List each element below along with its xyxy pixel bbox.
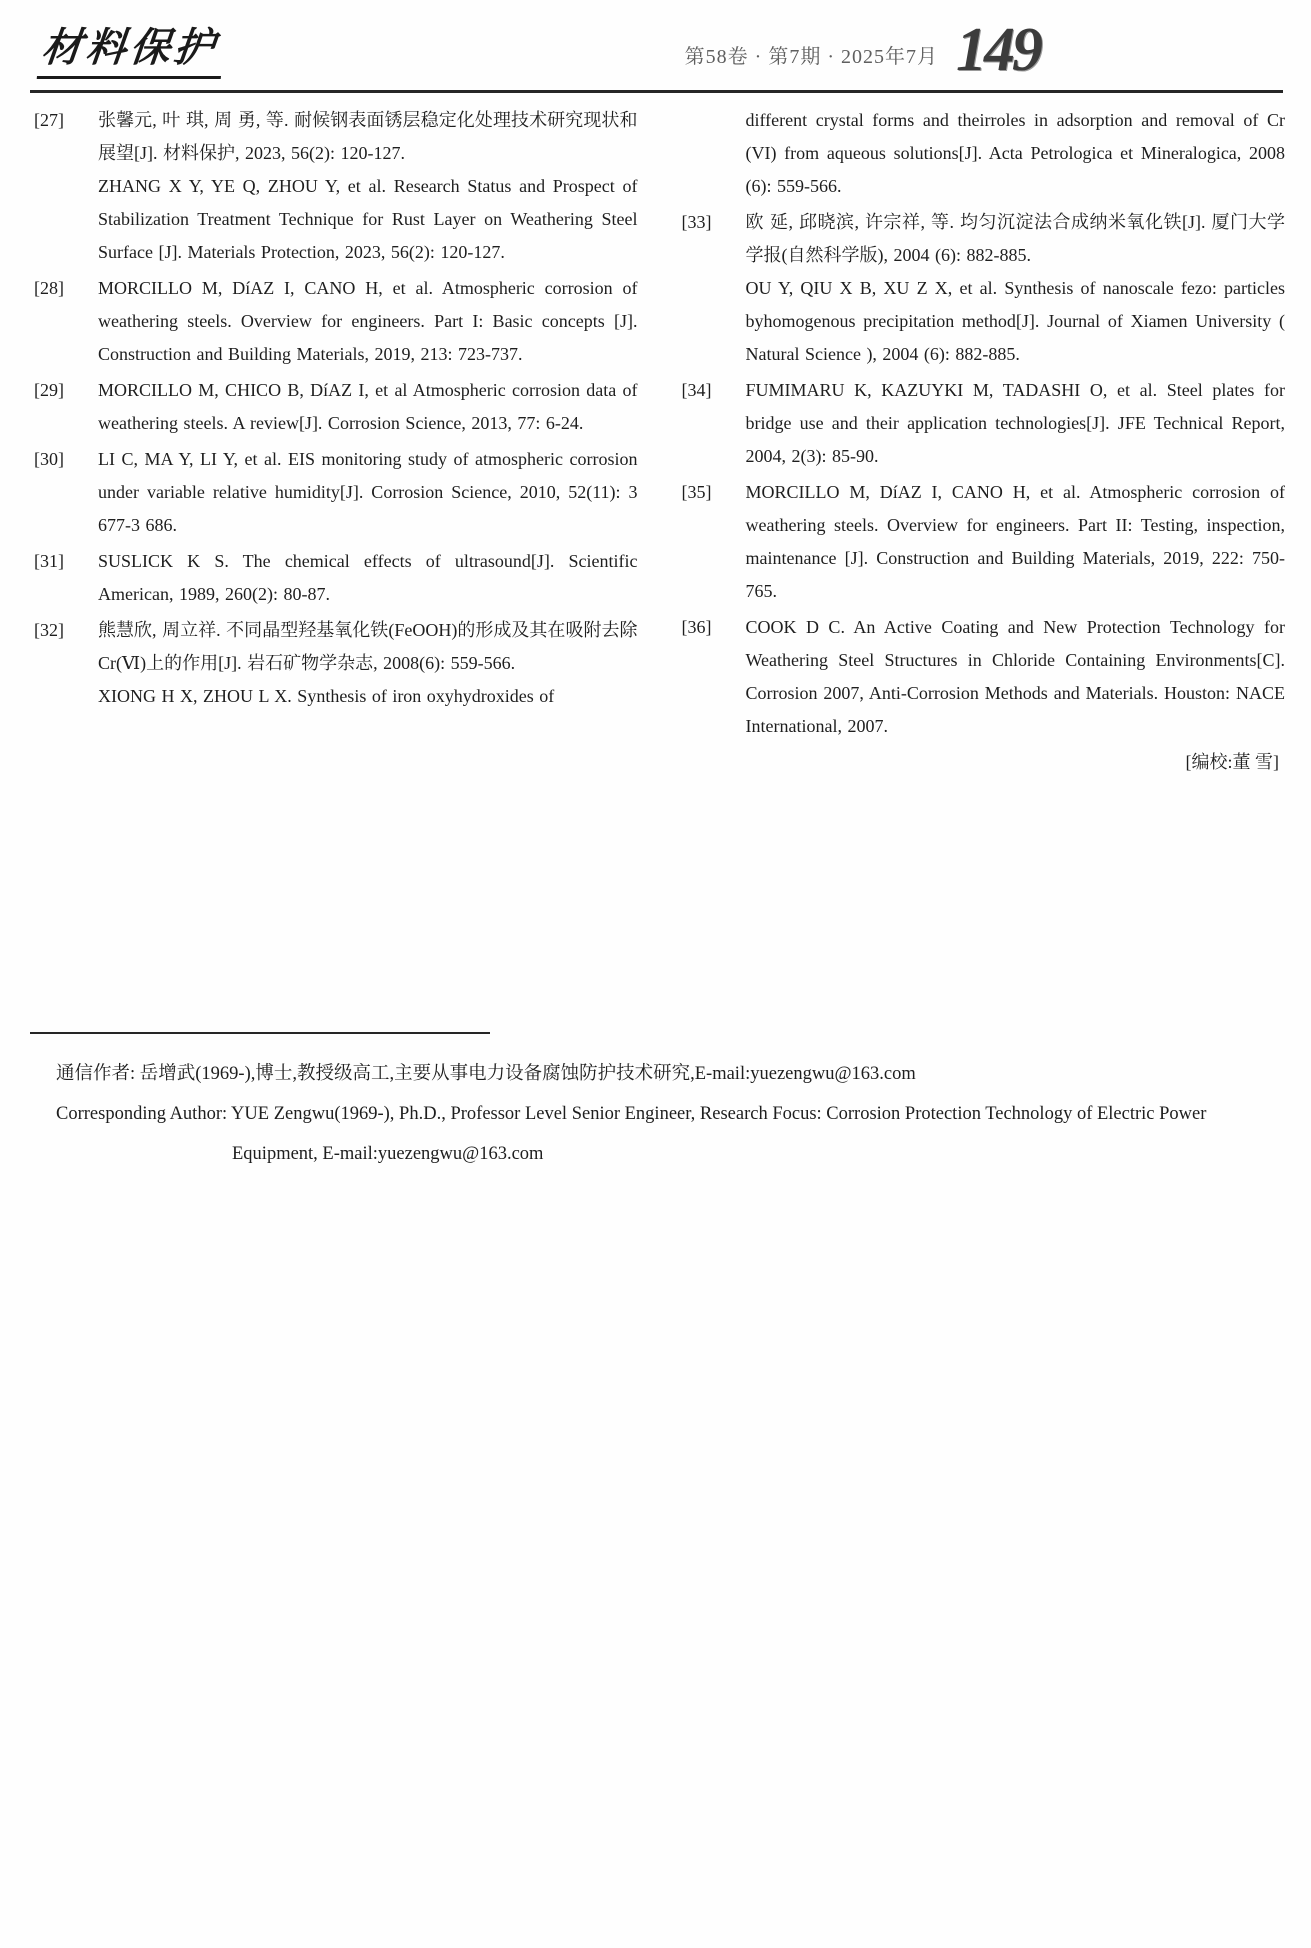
page-number: 149 — [956, 16, 1040, 85]
reference-body — [98, 374, 638, 440]
reference-text-en: COOK D C. An Active Coating and New Protection Technology for Weathering Steel Structures in Chloride Containing Environments[C]. Corrosion 2007, Anti-Corrosion Methods and Materials. Houston: NACE International, 2007. — [745, 617, 1285, 736]
reference-text-en: MORCILLO M, CHICO B, DíAZ I, et al Atmospheric corrosion data of weathering steels. A review[J]. Corrosion Science, 2013, 77: 6-24. — [98, 380, 638, 433]
reference-number: [27] — [34, 110, 64, 130]
references-section — [34, 104, 1285, 779]
reference-item — [34, 443, 638, 542]
reference-item — [34, 272, 638, 371]
reference-text-en: MORCILLO M, DíAZ I, CANO H, et al. Atmospheric corrosion of weathering steels. Overview for engineers. Part I: Basic concepts [J]. Construction and Building Materials, 2019, 213: 723-737. — [98, 278, 638, 364]
reference-body — [746, 611, 1286, 743]
journal-logo: 材料保护 — [37, 16, 228, 79]
reference-item — [682, 476, 1286, 608]
footnote-divider — [30, 1032, 490, 1034]
reference-text-cn: 张馨元, 叶 琪, 周 勇, 等. 耐候钢表面锈层稳定化处理技术研究现状和展望[J]. 材料保护, 2023, 56(2): 120-127. — [98, 110, 638, 163]
corresponding-author-note — [56, 1054, 1271, 1174]
reference-item — [682, 206, 1286, 371]
reference-body — [98, 272, 638, 371]
reference-body — [746, 206, 1286, 371]
header-divider — [30, 90, 1283, 93]
reference-body — [746, 104, 1286, 203]
reference-text-cn: 熊慧欣, 周立祥. 不同晶型羟基氧化铁(FeOOH)的形成及其在吸附去除 Cr(Ⅵ)上的作用[J]. 岩石矿物学杂志, 2008(6): 559-566. — [98, 620, 638, 673]
reference-text-en: different crystal forms and theirroles in adsorption and removal of Cr (VI) from aqueous solutions[J]. Acta Petrologica et Mineralogica, 2008 (6): 559-566. — [745, 110, 1285, 196]
reference-text-en: LI C, MA Y, LI Y, et al. EIS monitoring study of atmospheric corrosion under variable relative humidity[J]. Corrosion Science, 2010, 52(11): 3 677-3 686. — [98, 449, 638, 535]
reference-text-en: MORCILLO M, DíAZ I, CANO H, et al. Atmospheric corrosion of weathering steels. Overview for engineers. Part II: Testing, inspection, maintenance [J]. Construction and Building Materials, 2019, 222: 750-765. — [745, 482, 1285, 601]
reference-number: [34] — [681, 380, 712, 400]
reference-body — [98, 545, 638, 611]
left-column — [34, 104, 638, 779]
issue-info: 第58卷 · 第7期 · 2025年7月 — [684, 46, 938, 68]
reference-text-en: XIONG H X, ZHOU L X. Synthesis of iron oxyhydroxides of — [98, 686, 555, 706]
reference-number: [36] — [681, 617, 712, 637]
reference-item — [34, 614, 638, 713]
corresponding-author-cn: 通信作者: 岳增武(1969-),博士,教授级高工,主要从事电力设备腐蚀防护技术研究,E-mail:yuezengwu@163.com — [56, 1064, 916, 1084]
reference-number: [29] — [34, 380, 64, 400]
reference-number: [31] — [34, 551, 64, 571]
reference-item — [34, 545, 638, 611]
reference-number: [32] — [34, 620, 64, 640]
reference-text-en: ZHANG X Y, YE Q, ZHOU Y, et al. Research Status and Prospect of Stabilization Treatment Technique for Rust Layer on Weathering Steel Surface [J]. Materials Protection, 2023, 56(2): 120-127. — [98, 176, 638, 262]
header-right-group — [684, 16, 1040, 85]
reference-text-en: OU Y, QIU X B, XU Z X, et al. Synthesis of nanoscale fezo: particles byhomogenous precipitation method[J]. Journal of Xiamen University ( Natural Science ), 2004 (6): 882-885. — [745, 278, 1285, 364]
reference-text-en: SUSLICK K S. The chemical effects of ultrasound[J]. Scientific American, 1989, 260(2): 80-87. — [98, 551, 638, 604]
corresponding-author-en: Corresponding Author: YUE Zengwu(1969-), Ph.D., Professor Level Senior Engineer, Research Focus: Corrosion Protection Technology of Electric Power Equipment, E-mail:yuezengwu@163.com — [56, 1104, 1207, 1164]
reference-text-cn: 欧 延, 邱晓滨, 许宗祥, 等. 均匀沉淀法合成纳米氧化铁[J]. 厦门大学学报(自然科学版), 2004 (6): 882-885. — [745, 212, 1285, 265]
reference-item — [34, 374, 638, 440]
reference-body — [746, 374, 1286, 473]
right-column — [682, 104, 1286, 779]
reference-body — [98, 443, 638, 542]
reference-body — [98, 104, 638, 269]
reference-number — [682, 104, 746, 203]
page-header — [39, 16, 1040, 85]
reference-item — [682, 611, 1286, 743]
reference-item — [682, 374, 1286, 473]
reference-number: [30] — [34, 449, 64, 469]
reference-body — [746, 476, 1286, 608]
reference-item — [34, 104, 638, 269]
reference-item-continuation — [682, 104, 1286, 203]
reference-number: [33] — [681, 212, 712, 232]
reference-number: [28] — [34, 278, 64, 298]
reference-number: [35] — [681, 482, 712, 502]
reference-text-en: FUMIMARU K, KAZUYKI M, TADASHI O, et al. Steel plates for bridge use and their application technologies[J]. JFE Technical Report, 2004, 2(3): 85-90. — [745, 380, 1285, 466]
reference-body — [98, 614, 638, 713]
editor-note: [编校:董 雪] — [1185, 752, 1279, 772]
